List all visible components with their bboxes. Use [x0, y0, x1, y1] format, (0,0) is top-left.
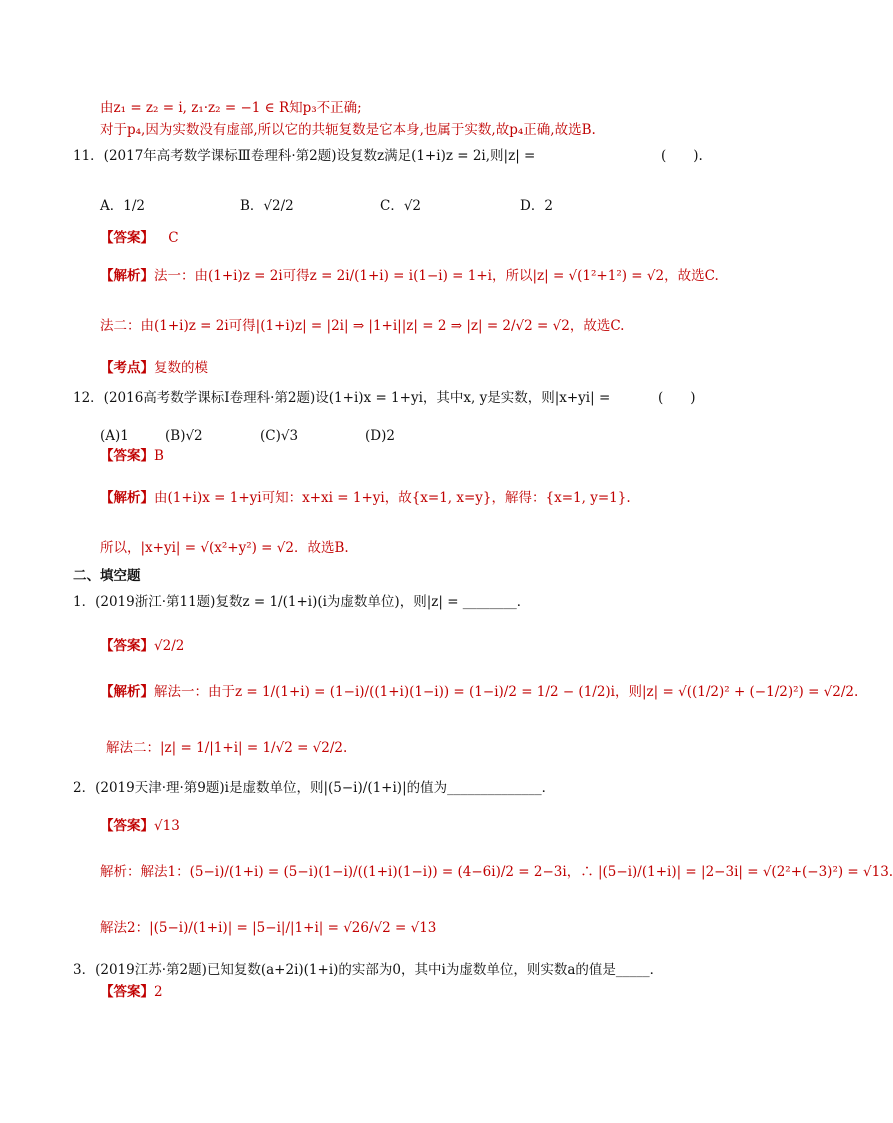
f2-method1-text: 解析：解法1：(5−i)/(1+i) = (5−i)(1−i)/((1+i)(1−i)) = (4−6i)/2 = 2−3i，∴ |(5−i)/(1+i)| = |2−3i| = √(2²+(−3)²) = √13.	[100, 864, 893, 880]
f2-stem	[73, 778, 555, 798]
q12-stem	[73, 388, 610, 408]
q11-stem	[73, 146, 535, 166]
q12-option-c-text: (C)√3	[260, 428, 299, 444]
f3-stem	[73, 960, 663, 980]
q12-option-d	[365, 426, 395, 446]
q11-method1-text: 法一：由(1+i)z = 2i可得z = 2i/(1+i) = i(1−i) = 1+i，所以|z| = √(1²+1²) = √2，故选C.	[154, 268, 719, 284]
f3-stem-text: 3．(2019江苏·第2题)已知复数(a+2i)(1+i)的实部为0，其中i为虚数单位，则实数a的值是_____．	[73, 962, 664, 978]
q11-option-d	[520, 196, 553, 216]
q11-paren	[661, 146, 703, 166]
q11-analysis-1	[100, 266, 719, 286]
q11-option-a	[100, 196, 145, 216]
q11-answer	[100, 228, 179, 248]
f3-answer-value: 2	[154, 984, 163, 1000]
q12-analysis	[100, 488, 631, 508]
q12-answer-value: B	[154, 448, 164, 464]
top-line-1-text: 由z₁ = z₂ = i, z₁·z₂ = −1 ∈ R知p₃不正确;	[100, 100, 362, 116]
q11-stem-text: 11．(2017年高考数学课标Ⅲ卷理科·第2题)设复数z满足(1+i)z = 2i,则|z| =	[73, 148, 536, 164]
f1-answer	[100, 636, 184, 656]
f1-analysis-1	[100, 682, 858, 702]
q12-analysis-text: 由(1+i)x = 1+yi可知：x+xi = 1+yi，故{x=1, x=y}，解得：{x=1, y=1}.	[154, 490, 631, 506]
q12-stem-text: 12．(2016高考数学课标Ⅰ卷理科·第2题)设(1+i)x = 1+yi，其中x, y是实数，则|x+yi| =	[73, 390, 611, 406]
f1-method1-text: 解法一：由于z = 1/(1+i) = (1−i)/((1+i)(1−i)) = (1−i)/2 = 1/2 − (1/2)i，则|z| = √((1/2)² + (−1/2)²) = √2/2.	[154, 684, 859, 700]
section-title-text: 二、填空题	[73, 568, 141, 584]
q11-analysis-tag: 【解析】	[100, 268, 154, 284]
section-title	[73, 566, 141, 586]
q12-option-a-text: (A)1	[100, 428, 129, 444]
f3-answer	[100, 982, 163, 1002]
q12-answer	[100, 446, 164, 466]
q12-paren-text: ( )	[658, 390, 696, 406]
f1-method2-text: 解法二：|z| = 1/|1+i| = 1/√2 = √2/2.	[106, 740, 348, 756]
f1-stem-text: 1．(2019浙江·第11题)复数z = 1/(1+i)(i为虚数单位)，则|z| = ________．	[73, 594, 531, 610]
q12-answer-tag: 【答案】	[100, 448, 154, 464]
q12-analysis-tag: 【解析】	[100, 490, 154, 506]
q11-analysis-2	[100, 316, 624, 336]
q11-answer-value: C	[168, 230, 179, 246]
q12-option-b-text: (B)√2	[165, 428, 203, 444]
f2-analysis-2	[100, 918, 436, 938]
f2-method2-text: 解法2：|(5−i)/(1+i)| = |5−i|/|1+i| = √26/√2 = √13	[100, 920, 437, 936]
top-line-2-text: 对于p₄,因为实数没有虚部,所以它的共轭复数是它本身,也属于实数,故p₄正确,故选B.	[100, 122, 596, 138]
q11-option-c	[380, 196, 421, 216]
f1-stem	[73, 592, 530, 612]
q11-option-d-text: D．2	[520, 198, 553, 214]
f1-analysis-2	[106, 738, 347, 758]
q11-option-c-text: C．√2	[380, 198, 422, 214]
f2-stem-text: 2．(2019天津·理·第9题)i是虚数单位，则|(5−i)/(1+i)|的值为______________．	[73, 780, 556, 796]
q11-option-b-text: B．√2/2	[240, 198, 294, 214]
f2-analysis-1	[100, 862, 893, 882]
q11-point-text: 复数的模	[154, 360, 208, 376]
q12-paren	[658, 388, 696, 408]
top-line-1	[100, 98, 362, 118]
f1-analysis-tag: 【解析】	[100, 684, 154, 700]
q12-conclusion	[100, 538, 349, 558]
q11-point-tag: 【考点】	[100, 360, 154, 376]
q11-point	[100, 358, 208, 378]
f2-answer-value: √13	[154, 818, 180, 834]
q12-conclusion-text: 所以，|x+yi| = √(x²+y²) = √2．故选B.	[100, 540, 349, 556]
q11-method2-text: 法二：由(1+i)z = 2i可得|(1+i)z| = |2i| ⇒ |1+i||z| = 2 ⇒ |z| = 2/√2 = √2，故选C.	[100, 318, 625, 334]
q11-answer-tag: 【答案】	[100, 230, 154, 246]
q12-option-c	[260, 426, 298, 446]
top-line-2	[100, 120, 596, 140]
f3-answer-tag: 【答案】	[100, 984, 154, 1000]
q12-option-a	[100, 426, 129, 446]
q11-option-b	[240, 196, 294, 216]
q12-option-b	[165, 426, 203, 446]
q12-option-d-text: (D)2	[365, 428, 395, 444]
f2-answer-tag: 【答案】	[100, 818, 154, 834]
f2-answer	[100, 816, 180, 836]
f1-answer-value: √2/2	[154, 638, 185, 654]
q11-option-a-text: A．1/2	[100, 198, 145, 214]
q11-paren-text: ( ).	[661, 148, 703, 164]
f1-answer-tag: 【答案】	[100, 638, 154, 654]
